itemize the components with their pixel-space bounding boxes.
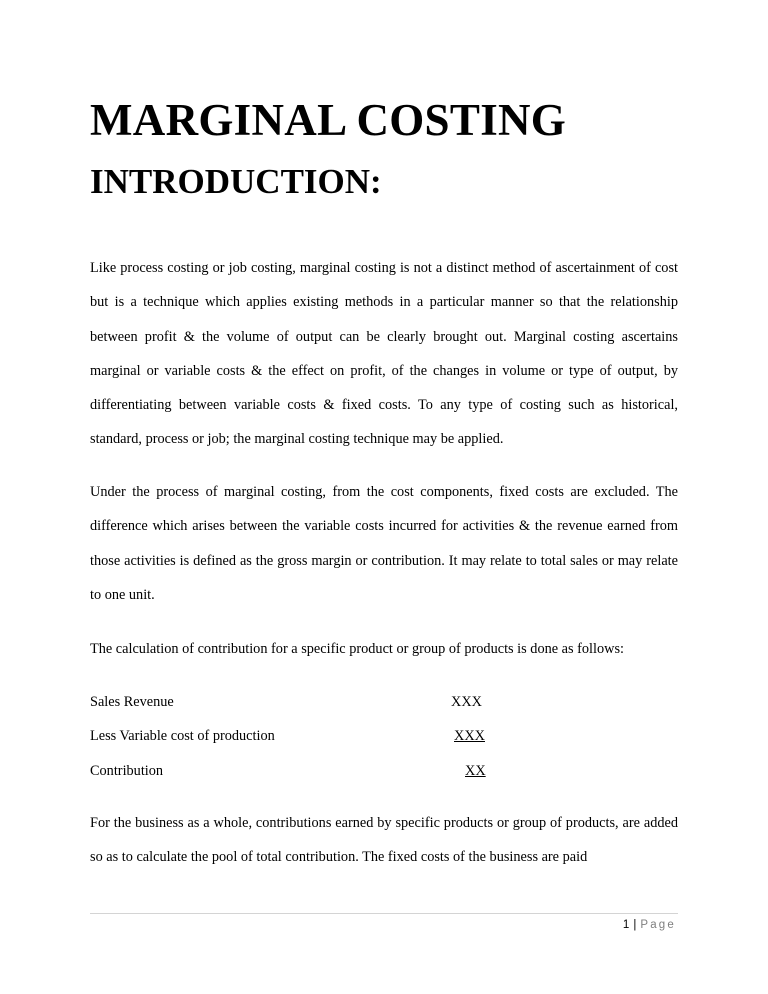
page-number: 1 xyxy=(622,919,630,931)
calc-label: Less Variable cost of production xyxy=(90,728,275,744)
calc-amount: XX xyxy=(465,763,486,779)
page-label: Page xyxy=(640,919,676,931)
calc-row-sales-revenue xyxy=(90,691,510,713)
page-title: MARGINAL COSTING xyxy=(90,95,567,145)
paragraph-contribution: Under the process of marginal costing, from the cost components, fixed costs are excluded. The difference which arises between the variable costs incurred for activities & the revenue earned from those activities is defined as the gross margin or contribution. It may relate to total sales or may relate to one unit. xyxy=(90,484,678,603)
paragraph-intro: Like process costing or job costing, marginal costing is not a distinct method of ascertainment of cost but is a technique which applies existing methods in a particular manner so that the relationship between profit & the volume of output can be clearly brought out. Marginal costing ascertains marginal or variable costs & the effect on profit, of the changes in volume or type of output, by differentiating between variable costs & fixed costs. To any type of costing such as historical, standard, process or job; the marginal costing technique may be applied. xyxy=(90,260,678,448)
calc-row-contribution xyxy=(90,760,510,782)
calc-amount: XXX xyxy=(451,694,482,710)
footer-divider xyxy=(90,913,678,914)
calc-label: Contribution xyxy=(90,763,164,779)
paragraph-total-contribution: For the business as a whole, contributions earned by specific products or group of products, are added so as to calculate the pool of total contribution. The fixed costs of the business are paid xyxy=(90,815,678,866)
page-footer xyxy=(560,917,676,933)
calc-amount: XXX xyxy=(454,728,485,744)
footer-separator: | xyxy=(633,919,637,931)
calc-label: Sales Revenue xyxy=(90,694,174,710)
calc-row-variable-cost xyxy=(90,725,510,747)
paragraph-calculation-intro: The calculation of contribution for a specific product or group of products is done as follows: xyxy=(90,641,625,657)
section-heading: INTRODUCTION: xyxy=(90,162,382,201)
